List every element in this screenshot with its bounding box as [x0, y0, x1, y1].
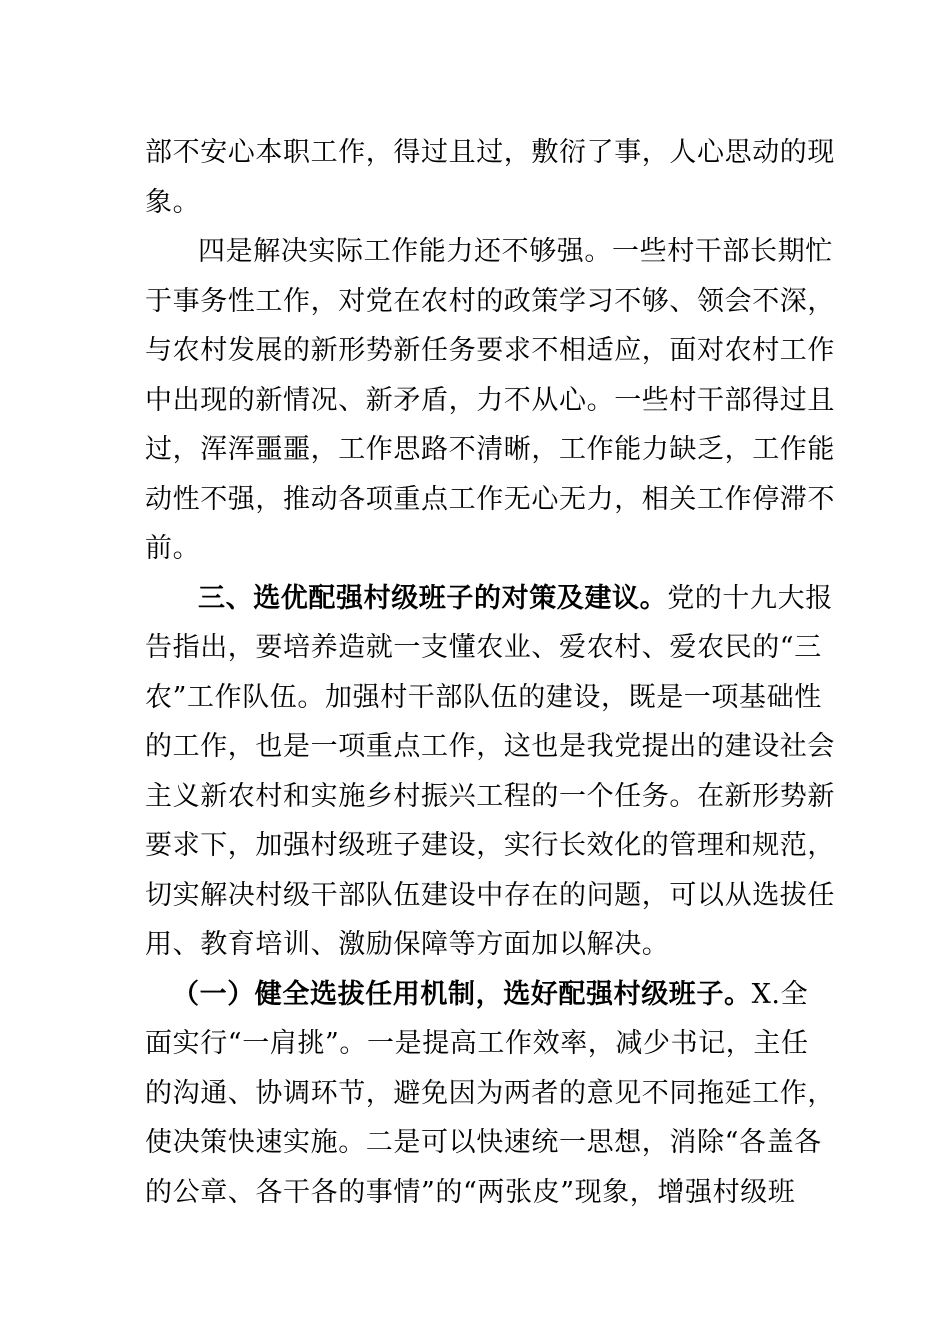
subsection-one-heading-rest: X.全 — [751, 979, 809, 1010]
text-line: 要求下，加强村级班子建设，实行长效化的管理和规范， — [145, 830, 835, 861]
text-line: 用、教育培训、激励保障等方面加以解决。 — [145, 929, 670, 960]
text-line: 前。 — [145, 533, 201, 564]
text-line: 的工作，也是一项重点工作，这也是我党提出的建设社会 — [145, 731, 835, 762]
text-line: 中出现的新情况、新矛盾，力不从心。一些村干部得过且 — [145, 385, 835, 416]
text-line: 过，浑浑噩噩，工作思路不清晰，工作能力缺乏，工作能 — [145, 434, 835, 465]
text-line: 使决策快速实施。二是可以快速统一思想，消除“各盖各 — [145, 1127, 822, 1158]
subsection-one-heading-line — [172, 975, 808, 1015]
text-line: 告指出，要培养造就一支懂农业、爱农村、爱农民的“三 — [145, 632, 822, 663]
text-line: 的公章、各干各的事情”的“两张皮”现象，增强村级班 — [145, 1177, 796, 1208]
section-three-heading-line — [198, 579, 833, 619]
text-line: 的沟通、协调环节，避免因为两者的意见不同拖延工作， — [145, 1078, 835, 1109]
paragraph-four-first-line: 四是解决实际工作能力还不够强。一些村干部长期忙 — [198, 236, 833, 267]
text-line: 与农村发展的新形势新任务要求不相适应，面对农村工作 — [145, 335, 835, 366]
text-line: 切实解决村级干部队伍建设中存在的问题，可以从选拔任 — [145, 880, 835, 911]
text-line: 面实行“一肩挑”。一是提高工作效率，减少书记，主任 — [145, 1028, 809, 1059]
section-three-heading: 三、选优配强村级班子的对策及建议。 — [198, 583, 668, 614]
text-line: 于事务性工作，对党在农村的政策学习不够、领会不深， — [145, 286, 835, 317]
text-line: 部不安心本职工作，得过且过，敷衍了事，人心思动的现 — [145, 137, 835, 168]
subsection-one-heading: （一）健全选拔任用机制，选好配强村级班子。 — [172, 979, 752, 1010]
text-line: 象。 — [145, 187, 201, 218]
text-line: 农”工作队伍。加强村干部队伍的建设，既是一项基础性 — [145, 682, 822, 713]
section-three-heading-rest: 党的十九大报 — [667, 583, 833, 614]
text-line: 动性不强，推动各项重点工作无心无力，相关工作停滞不 — [145, 484, 835, 515]
text-line: 主义新农村和实施乡村振兴工程的一个任务。在新形势新 — [145, 781, 835, 812]
